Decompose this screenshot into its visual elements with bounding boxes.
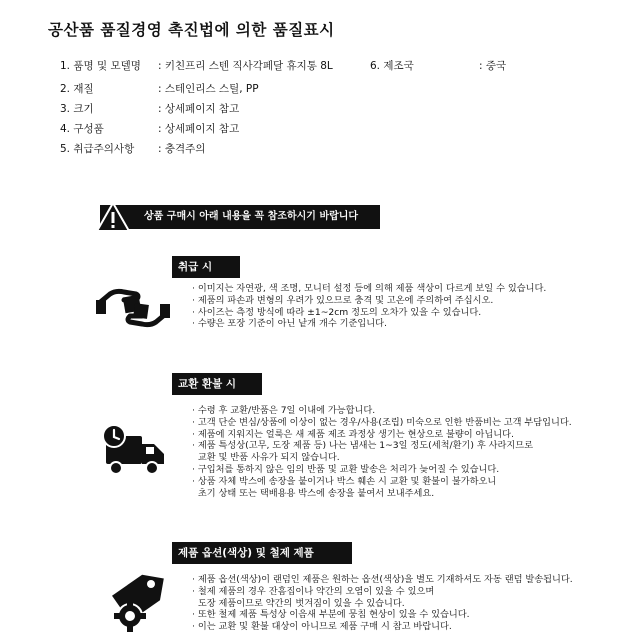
list-item: 초기 상태 또는 택배용용 박스에 송장을 붙여서 보내주세요. — [192, 487, 435, 499]
list-item: · 상품 자체 박스에 송장을 붙이거나 박스 훼손 시 교환 및 환불이 불가하오니 — [192, 475, 497, 487]
tag-gear-icon — [108, 572, 164, 632]
list-item: · 제품 옵션(색상)이 랜덤인 제품은 원하는 옵션(색상)을 별도 기재하셔도 자동 랜덤 발송됩니다. — [192, 574, 573, 585]
spec-origin-value: : 중국 — [479, 60, 507, 72]
spec-row-components — [60, 121, 239, 136]
list-item: 도장 제품이므로 약간의 벗겨짐이 있을 수 있습니다. — [192, 597, 405, 609]
spec-key: 1. 품명 및 모델명 — [60, 60, 141, 72]
handling-bullet-list — [192, 283, 546, 330]
list-item: · 철제 제품의 경우 잔흠집이나 약간의 오염이 있을 수 있으며 — [192, 585, 435, 597]
list-item: · 구입처를 통하지 않은 임의 반품 및 교환 발송은 처리가 늦어질 수 있습니다. — [192, 463, 500, 475]
spec-value: : 키친프리 스텐 직사각페달 휴지통 8L — [158, 60, 333, 72]
delivery-truck-icon — [100, 424, 166, 476]
list-item: · 이미지는 자연광, 색 조명, 모니터 설정 등에 의해 제품 색상이 다르게 보일 수 있습니다. — [192, 283, 547, 294]
spec-value: : 상세페이지 참고 — [158, 123, 240, 135]
spec-value: : 충격주의 — [158, 143, 206, 155]
exchange-bullet-list — [192, 405, 572, 499]
notice-banner-text: 상품 구매시 아래 내용을 꼭 참조하시기 바랍니다 — [144, 211, 359, 222]
section-heading-options: 제품 옵션(색상) 및 철제 제품 — [172, 542, 352, 564]
warning-icon — [96, 202, 130, 232]
spec-key: 3. 크기 — [60, 103, 94, 115]
hands-box-icon — [96, 282, 170, 334]
page-title: 공산품 품질경영 촉진법에 의한 품질표시 — [48, 21, 335, 39]
list-item: 교환 및 반품 사유가 되지 않습니다. — [192, 452, 340, 464]
list-item: · 수량은 포장 기준이 아닌 낱개 개수 기준입니다. — [192, 318, 387, 330]
list-item: · 고객 단순 변심/상품에 이상이 없는 경우/사용(조립) 미숙으로 인한 반품비는 고객 부담입니다. — [192, 416, 572, 428]
options-bullet-list — [192, 574, 573, 633]
notice-banner — [100, 205, 380, 229]
spec-origin-key: 6. 제조국 — [370, 60, 414, 72]
spec-key: 5. 취급주의사항 — [60, 143, 135, 155]
section-heading-handling: 취급 시 — [172, 256, 240, 278]
list-item: · 수령 후 교환/반품은 7일 이내에 가능합니다. — [192, 405, 376, 416]
list-item: · 이는 교환 및 환불 대상이 아니므로 제품 구매 시 참고 바랍니다. — [192, 621, 452, 633]
spec-key: 4. 구성품 — [60, 123, 104, 135]
spec-key: 2. 재질 — [60, 83, 94, 95]
list-item: · 제품의 파손과 변형의 우려가 있으므로 충격 및 고온에 주의하여 주십시오. — [192, 294, 494, 306]
section-heading-exchange: 교환 환불 시 — [172, 373, 262, 395]
spec-row-product — [60, 58, 333, 73]
list-item: · 제품에 지워지는 얼룩은 새 제품 제조 과정상 생기는 현상으로 불량이 아닙니다. — [192, 428, 514, 440]
spec-row-caution — [60, 141, 205, 156]
spec-row-size — [60, 101, 239, 116]
spec-row-material — [60, 81, 259, 96]
spec-value: : 상세페이지 참고 — [158, 103, 240, 115]
spec-value: : 스테인리스 스틸, PP — [158, 83, 259, 95]
list-item: · 제품 특성상(고무, 도장 제품 등) 나는 냄새는 1~3일 정도(세척/환기) 후 사라지므로 — [192, 440, 534, 452]
list-item: · 사이즈는 측정 방식에 따라 ±1~2cm 정도의 오차가 있을 수 있습니다. — [192, 306, 482, 318]
list-item: · 또한 철제 제품 특성상 이음새 부분에 뭉침 현상이 있을 수 있습니다. — [192, 609, 470, 621]
